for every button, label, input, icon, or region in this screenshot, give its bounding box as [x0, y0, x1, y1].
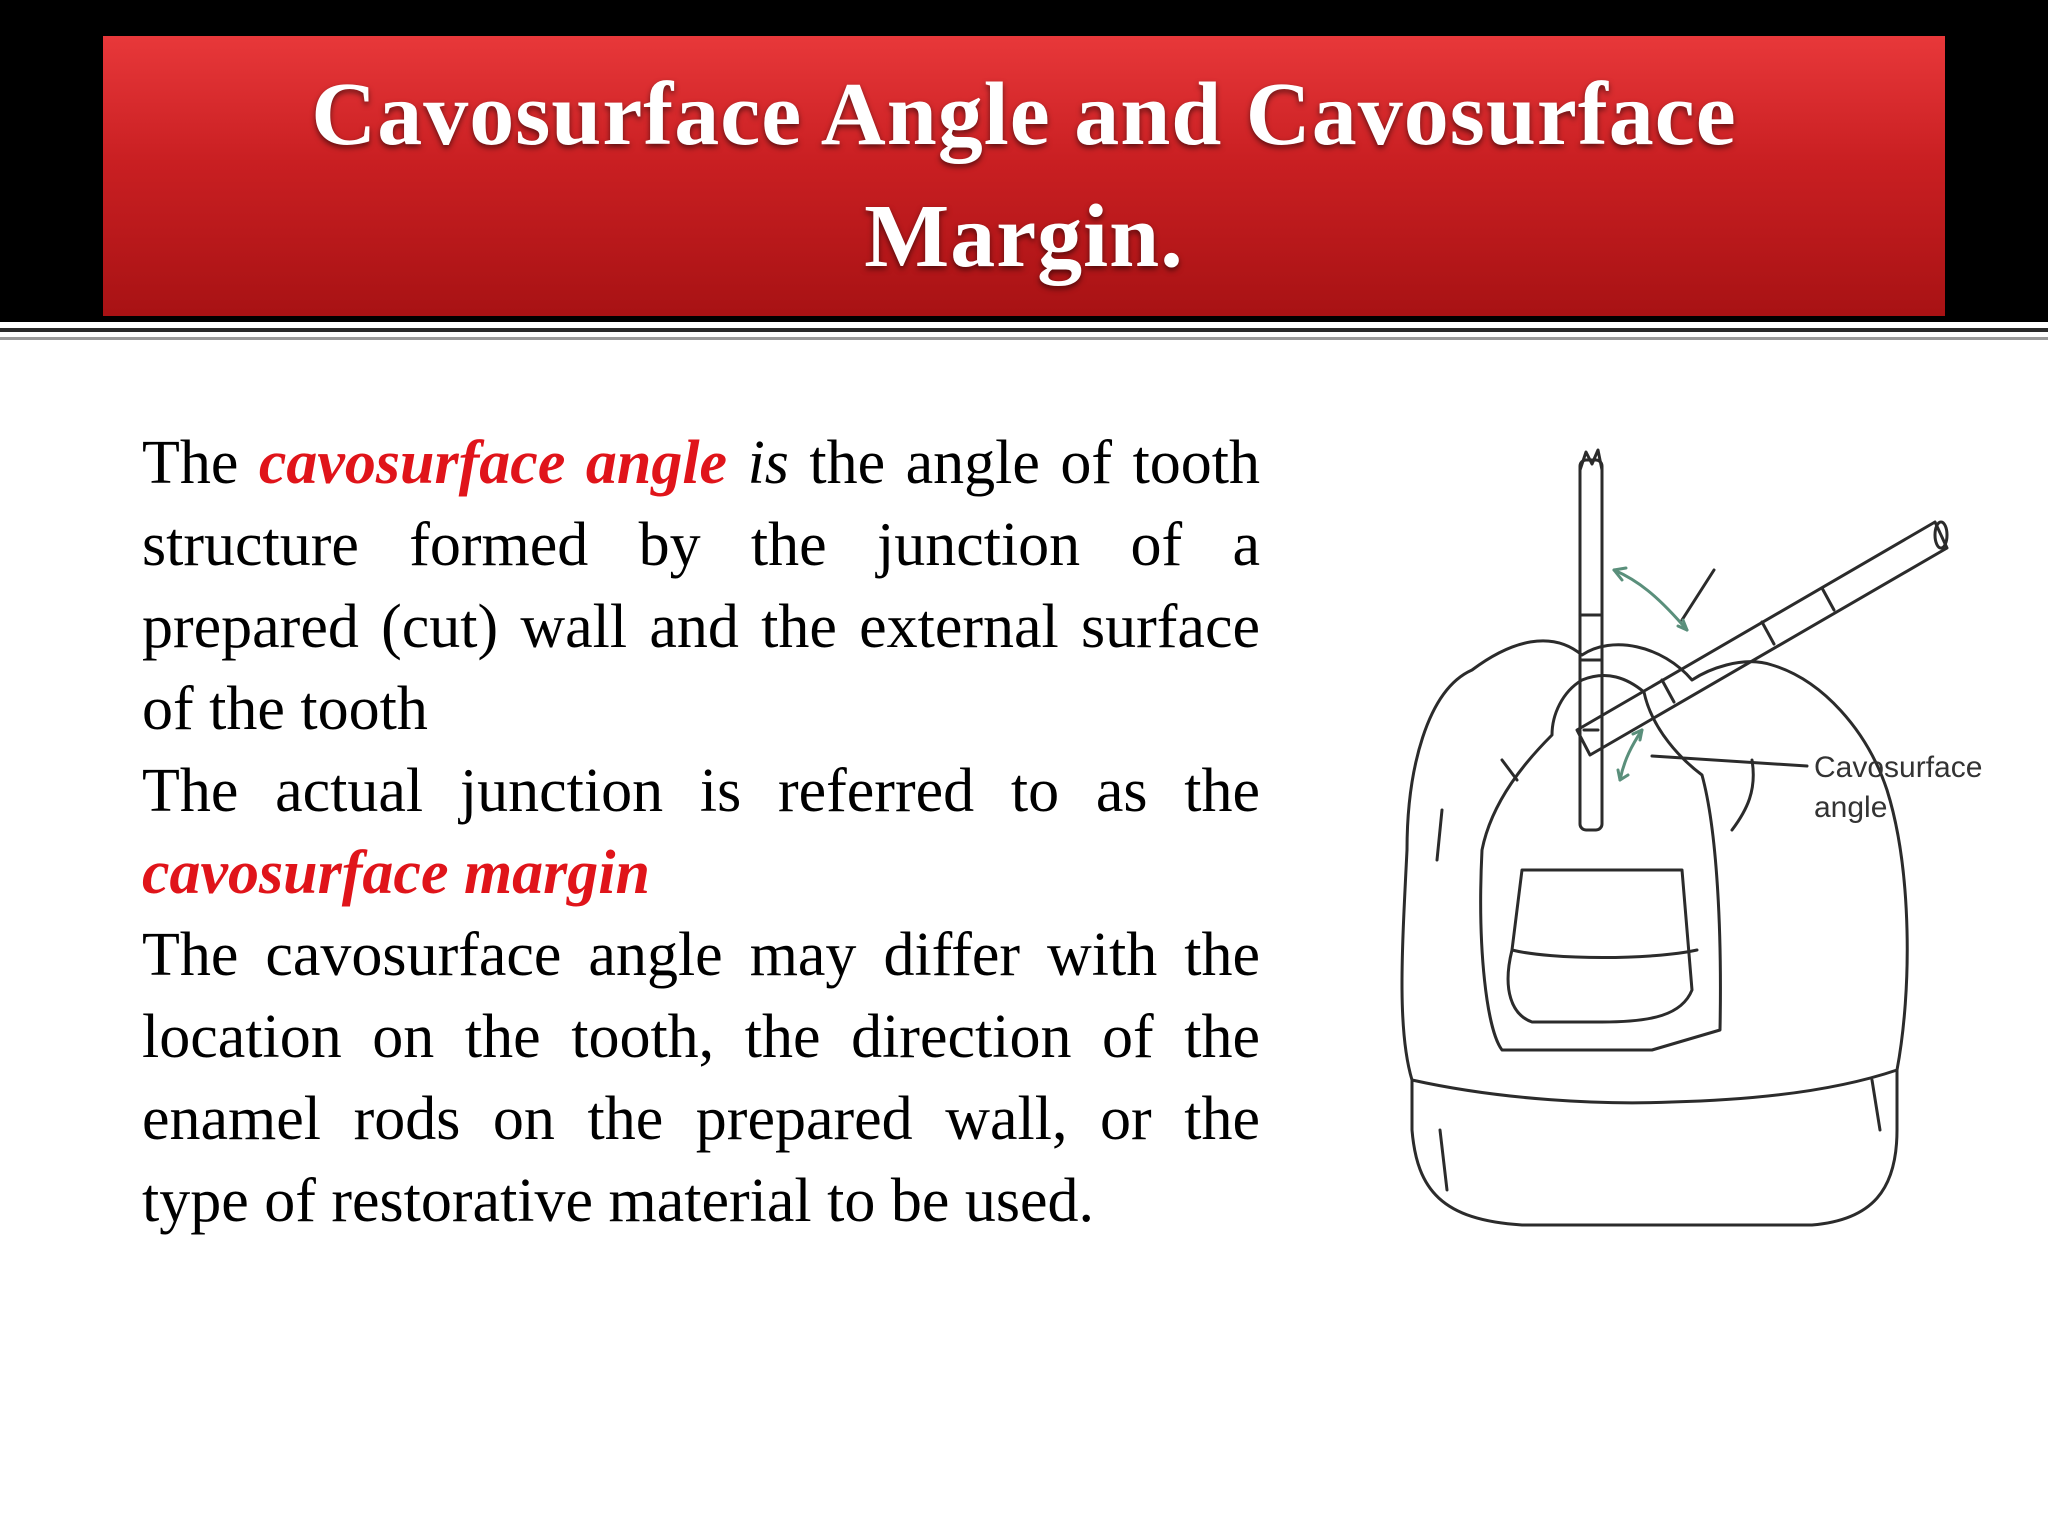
cavosurface-angle-label: [1814, 748, 1982, 828]
body-text: [142, 422, 1260, 1242]
cervical-line: [1412, 1070, 1897, 1103]
tooth-diagram: [1352, 430, 1972, 1250]
title-divider: [0, 328, 2048, 332]
title-divider-secondary: [0, 337, 2048, 340]
para2-intro: The actual junction is referred to as the: [142, 757, 1260, 825]
term-cavosurface-margin: cavosurface margin: [142, 839, 651, 907]
tooth-illustration: [1352, 430, 1972, 1250]
para1-rest: the angle of tooth structure formed by the junction of a prepared (cut) wall and the external surface of the tooth: [142, 429, 1261, 743]
label-line-1: Cavosurface: [1814, 751, 1983, 784]
instrument-diagonal: [1577, 522, 1947, 755]
para1-intro: The: [142, 429, 259, 497]
tooth-crown-outline: [1402, 641, 1907, 1225]
cavity-axial: [1512, 950, 1697, 958]
label-leader-line: [1652, 756, 1807, 766]
cavity-floor: [1508, 870, 1692, 1022]
paragraph-variation: The cavosurface angle may differ with the location on the tooth, the direction of the enamel rods on the prepared wall, or the type of restorative material to be used.: [142, 921, 1260, 1235]
term-cavosurface-angle: cavosurface angle: [258, 429, 728, 497]
slide-title: Cavosurface Angle and Cavosurface Margin.: [311, 65, 1737, 286]
instrument-vertical: [1580, 460, 1602, 830]
paragraph-definition: [142, 422, 1260, 750]
paragraph-junction: [142, 750, 1260, 914]
angle-arrow-upper: [1614, 570, 1687, 630]
angle-arrow-lower: [1620, 730, 1642, 780]
para1-is: is: [727, 429, 789, 497]
label-line-2: angle: [1814, 791, 1888, 824]
title-banner: [103, 36, 1945, 316]
